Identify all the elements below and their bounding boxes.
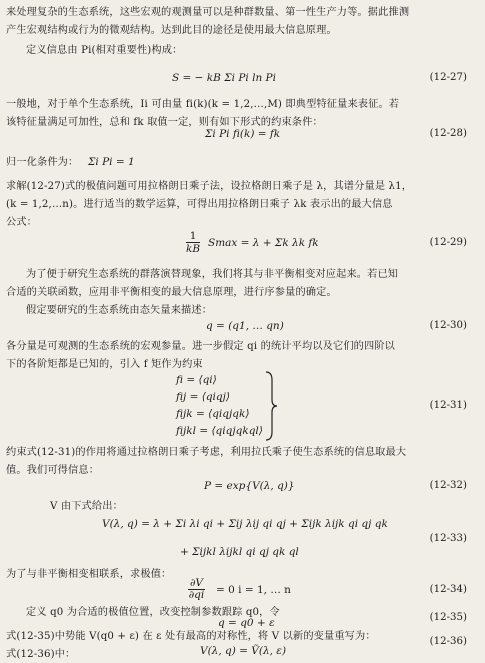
equation-number: (12-28) [429, 128, 467, 139]
paragraph-line: 归一化条件为： [6, 157, 79, 168]
equation-number: (12-29) [429, 237, 467, 248]
equation-12-34: = 0 i = 1, … n [216, 584, 291, 596]
paragraph-line: 求解(12-27)式的极值问题可用拉格朗日乘子法，设拉格朗日乘子是 λ，其谱分量是 λ1， [6, 181, 413, 192]
equation-12-32: P = exp{V(λ, q)} [204, 480, 295, 492]
equation-12-28: Σi Pi fi(k) = fk [205, 128, 281, 140]
paragraph-line: 假定要研究的生态系统由态矢量来描述： [26, 305, 213, 316]
paragraph-line: 为了与非平衡相变相联系，求极值： [6, 569, 172, 580]
equation-number: (12-34) [429, 584, 467, 595]
constraint-line: fijkl = ⟨qiqjqkql⟩ [176, 425, 263, 437]
equation-12-29-lhs: 1 kB [186, 230, 201, 255]
paragraph-line: 为了便于研究生态系统的群落演替现象，我们将其与非平衡相变对应起来。若已知 [26, 269, 399, 280]
equation-12-33-line-1: V(λ, q) = λ + Σi λi qi + Σij λij qi qj + Σijk λijk qi qj qk [102, 518, 388, 530]
equation-12-34-lhs: ∂V ∂qi [188, 577, 205, 601]
equation-12-35: q = q0 + ε [218, 617, 275, 629]
paragraph-line: 合适的关联函数，应用非平衡相变的最大信息原理，进行序参量的确定。 [6, 287, 337, 298]
equation-12-33-line-2: + Σijkl λijkl qi qj qk ql [180, 546, 299, 558]
paragraph-line: 产生宏观结构或行为的微观结构。达到此目的途径是使用最大信息原理。 [6, 25, 337, 36]
constraint-line: fi = ⟨qi⟩ [176, 374, 217, 386]
paragraph-line: V 由下式给出： [50, 501, 123, 512]
paragraph-line: 该特征量满足可加性，总和 fk 取值一定，则有如下形式的约束条件： [6, 117, 323, 128]
paragraph-line: 来处理复杂的生态系统，这些宏观的观测量可以是种群数量、第一性生产力等。据此推测 [6, 7, 410, 18]
paragraph-line: 值。我们可得信息： [6, 465, 100, 476]
paragraph-line: 一般地，对于单个生态系统，Ii 可由量 fi(k)(k = 1,2,…,M) 即典型特征量来表征。若 [6, 99, 400, 110]
equation-number: (12-27) [429, 72, 467, 83]
paragraph-line: 定义 q0 为合适的极值位置，改变控制参数跟踪 q0，令 [26, 607, 280, 618]
paragraph-line: (k = 1,2,…n)。进行适当的数学运算，可得出用拉格朗日乘子 λk 表示出的最大信息 [6, 199, 393, 210]
equation-12-27: S = − kB Σi Pi ln Pi [172, 72, 276, 84]
equation-12-29: Smax = λ + Σk λk fk [208, 237, 319, 249]
equation-number: (12-33) [429, 533, 467, 544]
equation-number: (12-36) [429, 636, 467, 647]
normalization-equation: Σi Pi = 1 [88, 156, 135, 168]
equation-number: (12-35) [429, 612, 467, 623]
paragraph-line: 式(12-36)中： [6, 649, 76, 660]
equation-number: (12-30) [429, 320, 467, 331]
equation-12-30: q = (q1, … qn) [206, 320, 284, 332]
paragraph-line: 各分量是可观测的生态系统的宏观参量。进一步假定 qi 的统计平均以及它们的四阶以 [6, 341, 396, 352]
paragraph-line: 下的各阶矩都是已知的，引入 f 矩作为约束 [6, 359, 203, 370]
equation-number: (12-31) [429, 400, 467, 411]
paragraph-line: 约束式(12-31)的作用将通过拉格朗日乘子考虑，利用拉氏乘子使生态系统的信息取最大 [6, 447, 407, 458]
equation-12-36: V(λ, q) = Ṽ(λ, ε) [200, 645, 287, 657]
constraint-line: fijk = ⟨qiqjqk⟩ [176, 408, 250, 420]
equation-number: (12-32) [429, 480, 467, 491]
paragraph-line: 公式： [6, 217, 38, 228]
paragraph-line: 式(12-35)中势能 V(q0 + ε) 在 ε 处有最高的对称性，将 V 以新的变量重写为： [6, 631, 376, 642]
constraint-line: fij = ⟨qiqj⟩ [176, 391, 230, 403]
right-brace-icon [264, 370, 278, 442]
paragraph-line: 定义信息由 Pi(相对重要性)构成： [26, 45, 183, 56]
